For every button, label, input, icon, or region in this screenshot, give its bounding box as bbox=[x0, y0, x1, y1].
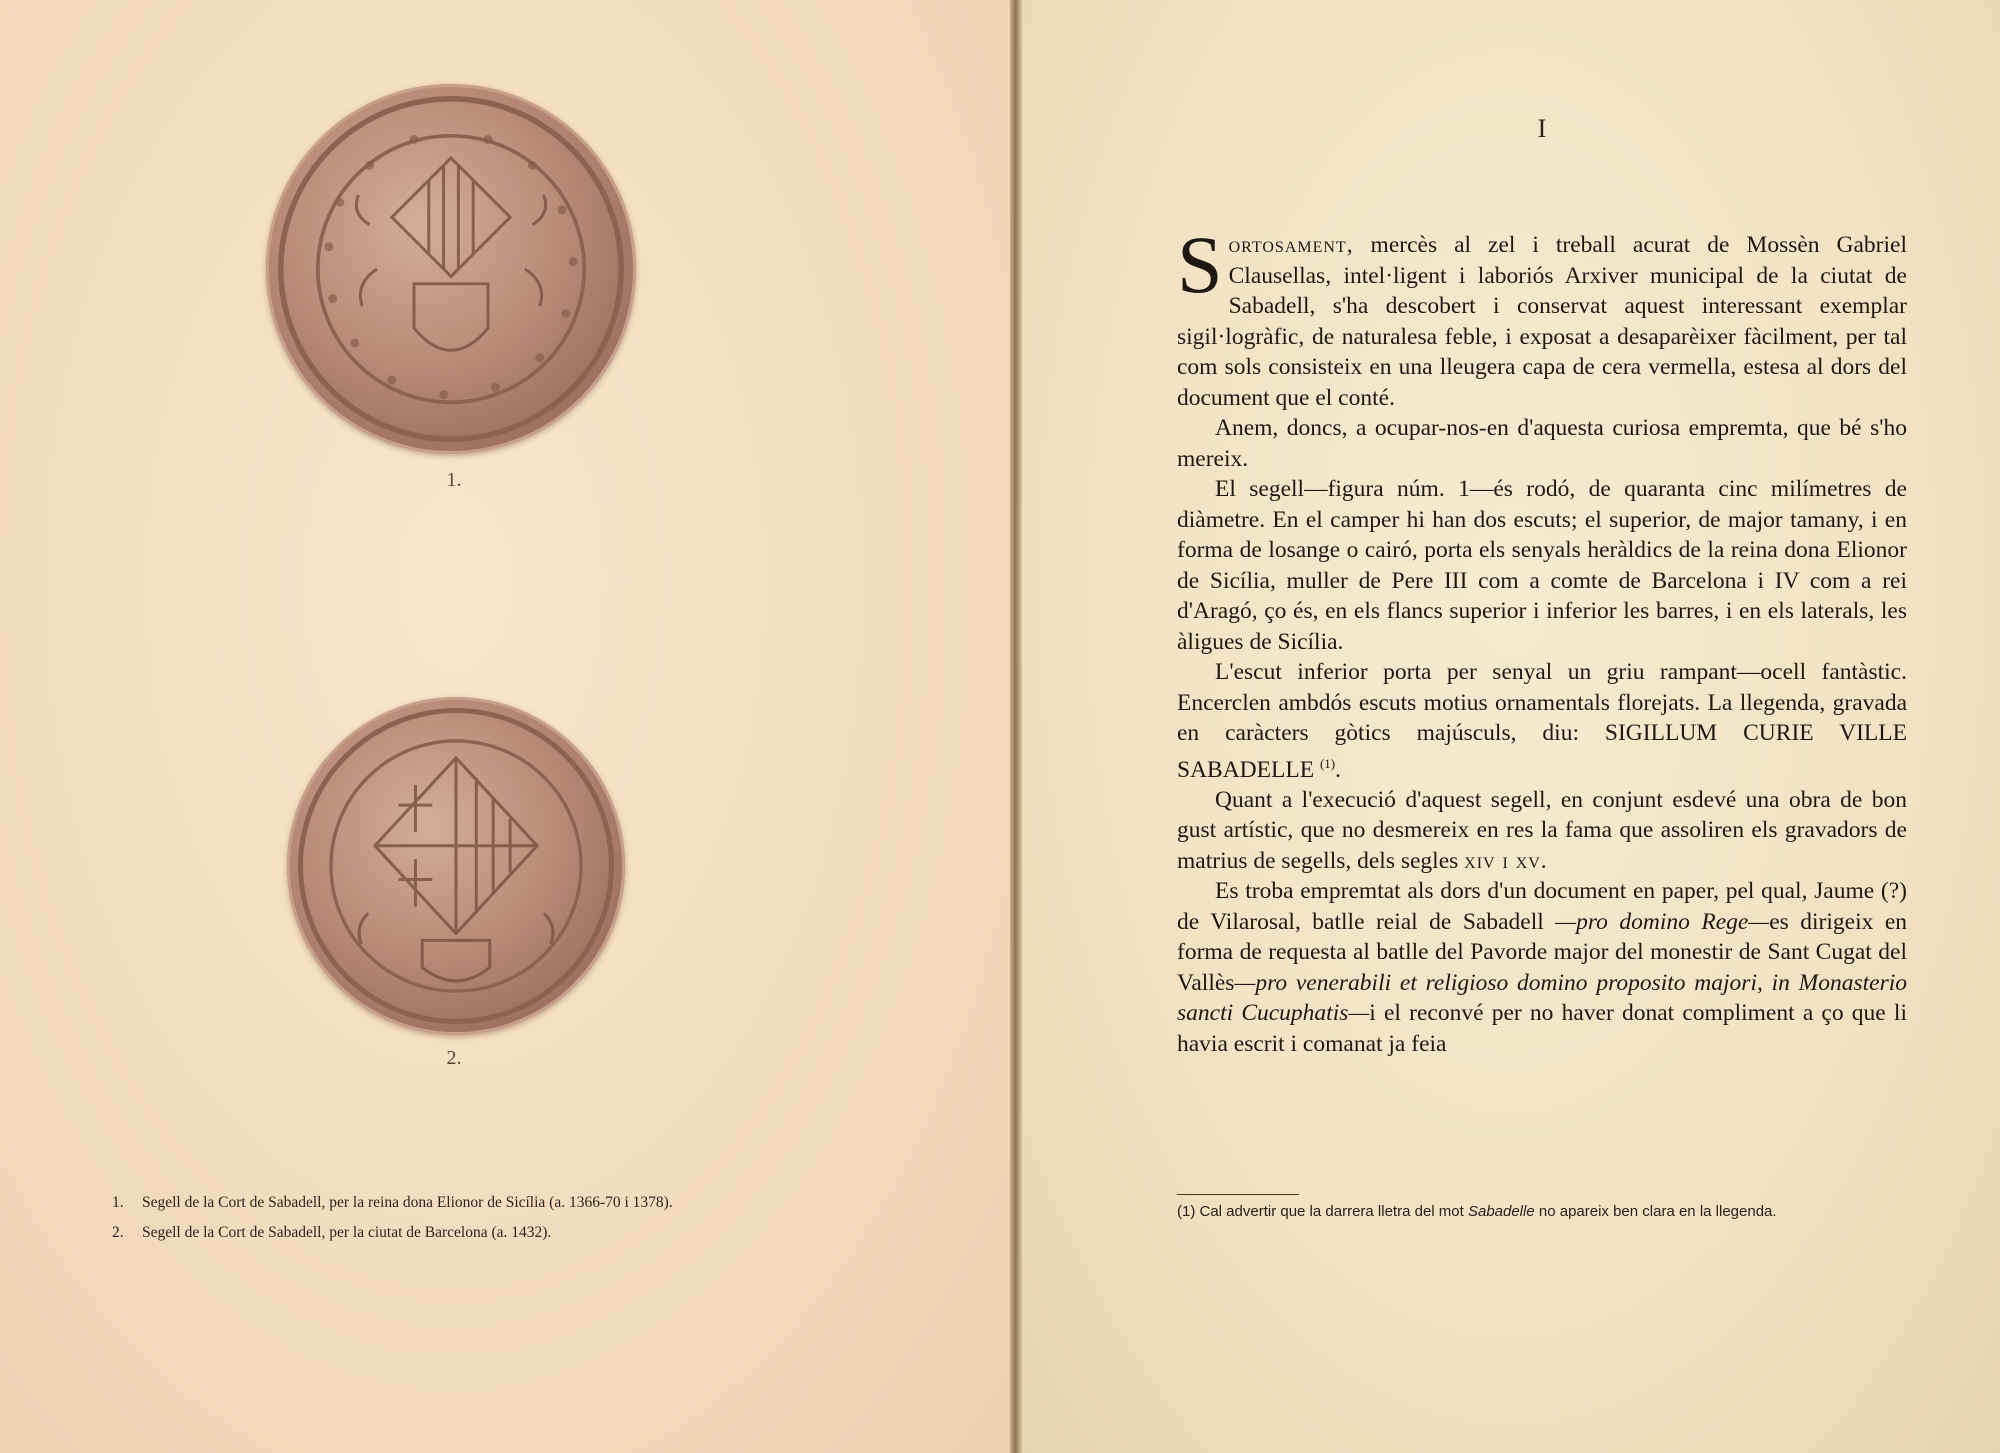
caption-1-text: Segell de la Cort de Sabadell, per la reina dona Elionor de Sicília (a. 1366-70 i 1378). bbox=[142, 1194, 673, 1211]
paragraph-1 bbox=[1177, 219, 1907, 413]
paragraph-2: Anem, doncs, a ocupar-nos-en d'aquesta curiosa empremta, que bé s'ho mereix. bbox=[1177, 415, 1907, 472]
book-gutter bbox=[1010, 0, 1022, 1453]
footnote-text-b: no apareix ben clara en la llegenda. bbox=[1534, 1203, 1777, 1220]
footnote-ref-1: (1) bbox=[1319, 755, 1336, 771]
paragraph-5-centuries: xiv i xv. bbox=[1464, 847, 1548, 874]
caption-1 bbox=[112, 1188, 932, 1218]
figure-number-1: 1. bbox=[446, 469, 462, 491]
seal-1-relief bbox=[266, 84, 636, 454]
paragraph-6 bbox=[1177, 876, 1907, 1059]
paragraph-6-part-a: Es troba empremtat als dors d'un document en paper, pel qual, Jaume (?) de Vilarosal, batlle reial de Sabadell bbox=[1177, 878, 1907, 935]
figure-number-2: 2. bbox=[446, 1047, 462, 1069]
caption-2-number: 2. bbox=[112, 1224, 124, 1241]
paragraph-4-end: . bbox=[1335, 756, 1341, 783]
paragraph-5-text: Quant a l'execució d'aquest segell, en conjunt esdevé una obra de bon gust artístic, que no desmereix en res la fama que assoliren els gravadors de matrius de segells, dels segles bbox=[1177, 786, 1907, 874]
chapter-number: I bbox=[1537, 114, 1547, 143]
paragraph-4 bbox=[1177, 657, 1907, 785]
seal-figure-1 bbox=[266, 84, 636, 454]
caption-2-text: Segell de la Cort de Sabadell, per la ciutat de Barcelona (a. 1432). bbox=[142, 1224, 552, 1241]
caption-1-number: 1. bbox=[112, 1194, 124, 1211]
paragraph-6-latin-2: —pro venerabili et religioso domino proposito majori, in Monasterio sancti Cucuphatis— bbox=[1177, 969, 1907, 1027]
body-text bbox=[1177, 219, 1908, 1059]
seal-2-relief bbox=[287, 697, 625, 1035]
caption-2 bbox=[112, 1218, 932, 1248]
paragraph-6-part-c: i el reconvé per no haver donat compliment a ço que li havia escrit i comanat ja feia bbox=[1177, 1000, 1907, 1057]
paragraph-5 bbox=[1177, 785, 1907, 877]
footnote-italic: Sabadelle bbox=[1467, 1203, 1535, 1220]
paragraph-1-smallcaps: ortosament, bbox=[1228, 232, 1354, 258]
footnote-1 bbox=[1177, 1201, 1907, 1222]
footnote-text-a: (1) Cal advertir que la darrera lletra del mot bbox=[1177, 1203, 1468, 1220]
paragraph-4-text: L'escut inferior porta per senyal un griu rampant—ocell fantàstic. Encerclen ambdós escuts motius ornamentals florejats. La llegenda, gravada en caràcters gòtics majúsculs, diu: SIGILLUM CURIE VILLE SABADELLE bbox=[1177, 659, 1907, 783]
drop-cap: S bbox=[1177, 219, 1223, 310]
seal-figure-2 bbox=[287, 697, 625, 1035]
figure-captions bbox=[112, 1188, 932, 1248]
paragraph-1-text: mercès al zel i treball acurat de Mossèn Gabriel Clausellas, intel·ligent i laboriós Arxiver municipal de la ciutat de Sabadell, s'ha descobert i conservat aquest interessant exemplar sigil·logràfic, de naturalesa feble, i exposat a desaparèixer fàcilment, per tal com sols consisteix en una lleugera capa de cera vermella, estesa al dors del document que el conté. bbox=[1177, 232, 1907, 411]
paragraph-6-latin-1: —pro domino Rege— bbox=[1555, 908, 1770, 935]
footnote-rule bbox=[1177, 1194, 1299, 1195]
paragraph-3: El segell—figura núm. 1—és rodó, de quaranta cinc milímetres de diàmetre. En el camper hi han dos escuts; el superior, de major tamany, i en forma de losange o cairó, porta els senyals heràldics de la reina dona Elionor de Sicília, muller de Pere III com a comte de Barcelona i IV com a rei d'Aragó, ço és, en els flancs superior i inferior les barres, i en els laterals, les àligues de Sicília. bbox=[1177, 476, 1907, 655]
paragraph-6-part-b: es dirigeix en forma de requesta al batlle del Pavorde major del monestir de Sant Cugat del Vallès bbox=[1177, 908, 1908, 996]
